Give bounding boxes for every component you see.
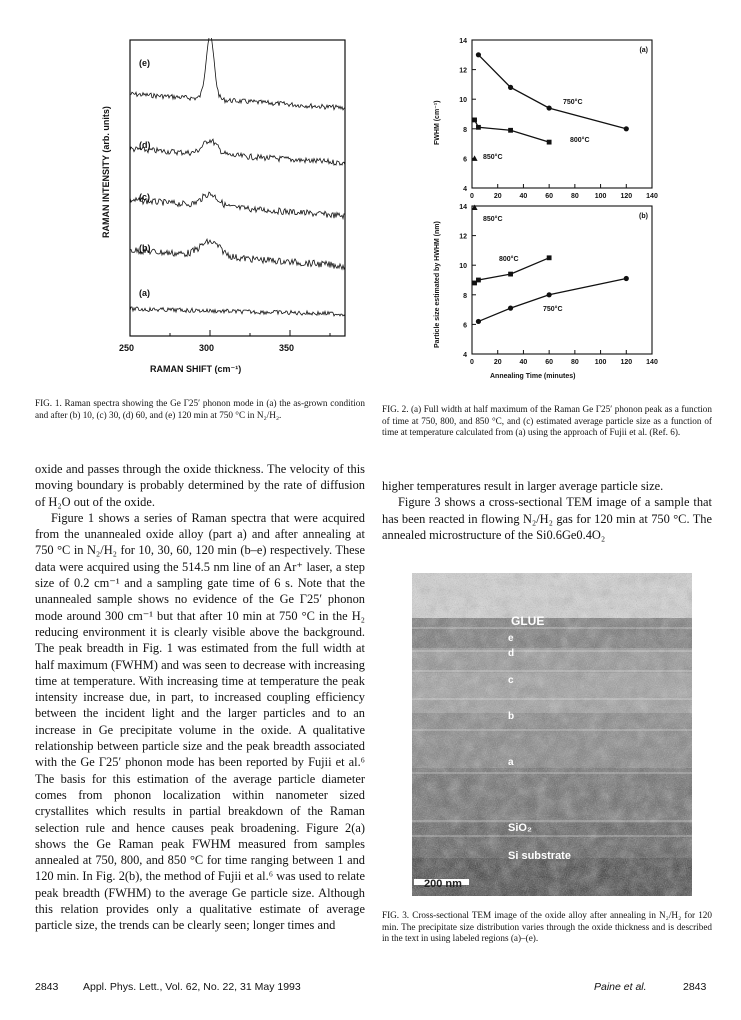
fig2-series-label: 750°C	[563, 99, 583, 106]
fig2-xtick-label: 140	[646, 359, 658, 366]
tem-label-b: b	[508, 711, 515, 722]
fig2-xtick-label: 100	[594, 359, 607, 366]
trace-label-a: (a)	[139, 288, 150, 298]
fig2-xlabel: Annealing Time (minutes)	[490, 373, 576, 380]
fig2-series-label: 850°C	[483, 216, 503, 223]
fig2-ytick-label: 12	[459, 67, 467, 75]
scale-bar-label: 200 nm	[424, 878, 462, 890]
fig2-xtick-label: 40	[519, 193, 528, 200]
fig2-xtick-label: 0	[470, 359, 474, 366]
trace-label-e: (e)	[139, 58, 150, 68]
fig1-xtick-350: 350	[279, 343, 295, 353]
fig2-point-800	[508, 272, 513, 277]
fig2-point-750	[624, 126, 629, 131]
fig2-series-label: 850°C	[483, 154, 503, 161]
fig2-plot-frame	[472, 40, 652, 188]
fig2-point-750	[476, 319, 481, 324]
raman-trace	[130, 38, 345, 110]
raman-trace	[130, 192, 345, 218]
paragraph: Figure 1 shows a series of Raman spectra that were acquired from the unannealed oxide alloy (part a) and after annealing at 750 °C in N₂/H₂ for 10, 30, 60, 120 min (b–e) respectively. These data were acquired using the 514.5 nm line of an Ar⁺ laser, a step size of 0.2 cm⁻¹ and a sampling gate time of 6 s. Note that the unannealed sample shows no evidence of the Ge Γ25′ phonon mode around 300 cm⁻¹ but that after 10 min at 750 °C in the H₂ reducing environment it is clearly visible above the background. The peak breadth in Fig. 1 was estimated from the full width at half maximum (FWHM) and was seen to decrease with increasing time at temperature. With increasing time at temperature the peak intensity increase due, in part, to increased coupling efficiency between the incident light and the larger particles and to an increase in Ge precipitate volume in the oxide. A qualitative relationship between particle size and the peak breadth associated with the Ge Γ25′ phonon mode has been reported by Fujii et al.⁶ The basis for this estimation of the average particle diameter comes from phonon localization within nanometer sized crystallites which results in partial breakdown of the Raman selection rule and hence causes peak broadening. Figure 2(a) shows the Ge Raman peak FWHM measured from samples annealed at 750, 800, and 850 °C for time ranging between 1 and 120 min. In Fig. 2(b), the method of Fujii et al.⁶ was used to relate peak breadth (FWHM) to the average Ge particle size. Although this relation provides only a qualitative estimate of average particle size, the trends can be clearly seen; longer times and	[35, 510, 365, 933]
fig2-point-800	[547, 255, 552, 260]
trace-label-c: (c)	[139, 192, 150, 202]
trace-label-d: (d)	[139, 140, 151, 150]
tem-label-a: a	[508, 757, 514, 768]
fig2-point-750	[508, 85, 513, 90]
paragraph: oxide and passes through the oxide thickness. The velocity of this moving boundary is probably determined by the rate of diffusion of H₂O out of the oxide.	[35, 462, 365, 509]
fig2-point-800	[476, 125, 481, 130]
fig2-ytick-label: 14	[459, 204, 467, 211]
tem-label-sio2: SiO₂	[508, 822, 532, 834]
fig2-panels	[459, 38, 658, 366]
raman-trace	[130, 139, 345, 165]
fig2-point-750	[508, 306, 513, 311]
trace-label-b: (b)	[139, 243, 151, 253]
tem-label-si-substrate: Si substrate	[508, 850, 571, 862]
fig2-panel-label: (a)	[639, 47, 648, 54]
tem-label-e: e	[508, 633, 514, 644]
fig1-xtick-250: 250	[119, 343, 135, 353]
left-column-text	[35, 461, 365, 934]
fig2-ytick-label: 14	[459, 38, 467, 45]
fig2-point-750	[547, 105, 552, 110]
fig2-series-line	[478, 55, 626, 129]
fig2-ytick-label: 12	[459, 233, 467, 241]
fig2-series-label: 750°C	[543, 306, 563, 313]
footer-journal: Appl. Phys. Lett., Vol. 62, No. 22, 31 May 1993	[83, 981, 301, 993]
figure-2	[425, 30, 665, 388]
tem-label-glue: GLUE	[511, 614, 545, 628]
fig2-ytick-label: 4	[463, 186, 467, 193]
fig2-series-label: 800°C	[499, 256, 519, 263]
fig1-caption: FIG. 1. Raman spectra showing the Ge Γ25′ phonon mode in (a) the as-grown condition and after (b) 10, (c) 30, (d) 60, and (e) 120 min at 750 °C in N₂/H₂.	[35, 398, 365, 420]
fig2-xtick-label: 60	[545, 359, 554, 366]
footer-page-number-left: 2843	[35, 981, 59, 993]
raman-traces	[130, 38, 345, 316]
footer-authors: Paine et al.	[594, 981, 647, 993]
figure-1	[95, 38, 355, 383]
fig1-ylabel: RAMAN INTENSITY (arb. units)	[101, 106, 111, 238]
fig2-xtick-label: 40	[519, 359, 528, 366]
tem-label-c: c	[508, 675, 514, 686]
fig2-point-750	[547, 292, 552, 297]
fig2-ytick-label: 6	[463, 322, 467, 330]
fig3-caption: FIG. 3. Cross-sectional TEM image of the oxide alloy after annealing in N₂/H₂ for 120 min. The precipitate size distribution varies through the oxide thickness and is described in the text in using labeled regions (a)–(e).	[382, 910, 712, 943]
tem-micrograph	[412, 573, 692, 896]
fig2-point-800	[547, 140, 552, 145]
fig2-point-800	[508, 128, 513, 133]
fig2-ytick-label: 6	[463, 156, 467, 164]
fig2-xtick-label: 140	[646, 193, 658, 200]
fig1-xlabel: RAMAN SHIFT (cm⁻¹)	[150, 364, 242, 374]
raman-trace	[130, 239, 345, 269]
fig2-xtick-label: 0	[470, 193, 474, 200]
fig2-series-line	[478, 279, 626, 322]
fig2-ytick-label: 8	[463, 292, 467, 300]
paragraph: Figure 3 shows a cross-sectional TEM image of a sample that has been reacted in flowing N₂/H₂ gas for 120 min at 750 °C. The annealed microstructure of the Si0.6Ge0.4O₂	[382, 495, 712, 542]
paragraph: higher temperatures result in larger average particle size.	[382, 479, 664, 493]
figure-2-chart	[425, 30, 665, 388]
fig2-point-800	[472, 118, 477, 123]
fig2-xtick-label: 60	[545, 193, 554, 200]
right-column-text	[382, 478, 712, 543]
fig2-xtick-label: 20	[493, 359, 502, 366]
figure-1-spectra	[95, 38, 355, 383]
fig2-ytick-label: 4	[463, 352, 467, 359]
fig2-xtick-label: 120	[620, 359, 633, 366]
fig2-xtick-label: 120	[620, 193, 633, 200]
fig2-point-750	[624, 276, 629, 281]
fig2-xtick-label: 80	[570, 193, 579, 200]
fig2-xtick-label: 80	[570, 359, 579, 366]
fig2-ytick-label: 10	[459, 97, 467, 105]
fig2-xtick-label: 20	[493, 193, 502, 200]
tem-label-d: d	[508, 648, 515, 659]
fig2-point-800	[476, 278, 481, 283]
fig2b-ylabel: Particle size estimated by HWHM (nm)	[434, 221, 441, 348]
raman-trace	[130, 307, 345, 316]
fig2-caption: FIG. 2. (a) Full width at half maximum of the Raman Ge Γ25′ phonon peak as a function of time at 750, 800, and 850 °C, and (c) estimated average particle size as a function of time at temperature calculated from (a) using the approach of Fujii et al. (Ref. 6).	[382, 404, 712, 437]
figure-3-tem-image	[412, 573, 692, 896]
fig1-xticks	[130, 330, 330, 336]
footer-page-number-right: 2843	[683, 981, 707, 993]
fig2-xtick-label: 100	[594, 193, 607, 200]
fig2-ytick-label: 10	[459, 263, 467, 271]
fig2-point-750	[476, 52, 481, 57]
fig2-ytick-label: 8	[463, 126, 467, 134]
fig1-xtick-300: 300	[199, 343, 215, 353]
fig2-panel-label: (b)	[639, 213, 648, 220]
fig2-series-label: 800°C	[570, 137, 590, 144]
fig2a-ylabel: FWHM (cm⁻¹)	[434, 100, 441, 145]
